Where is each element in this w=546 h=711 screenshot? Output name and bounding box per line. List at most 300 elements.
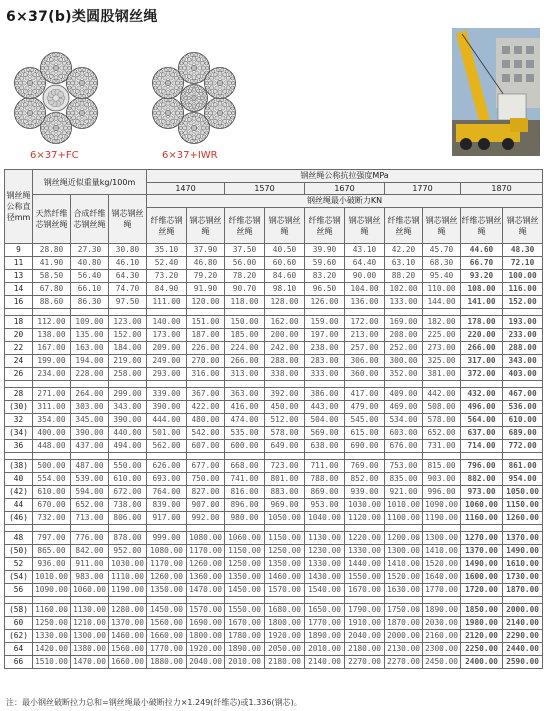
value-cell: 343.00	[503, 355, 543, 368]
value-cell: 1270.00	[461, 532, 503, 545]
value-cell: 1800.00	[187, 630, 225, 643]
diameter-cell: (46)	[5, 512, 33, 525]
value-cell: 536.00	[503, 401, 543, 414]
breaking-force-header: 钢丝绳最小破断力KN	[147, 195, 543, 208]
value-cell: 352.00	[385, 368, 423, 381]
value-cell: 1370.00	[109, 617, 147, 630]
value-cell: 535.00	[225, 427, 265, 440]
value-cell: 1910.00	[345, 617, 385, 630]
diameter-cell: 64	[5, 643, 33, 656]
value-cell: 569.00	[305, 427, 345, 440]
value-cell: 2030.00	[423, 617, 461, 630]
diameter-cell: 66	[5, 656, 33, 669]
value-cell: 797.00	[33, 532, 71, 545]
value-cell: 224.00	[225, 342, 265, 355]
value-cell: 615.00	[345, 427, 385, 440]
value-cell: 333.00	[305, 368, 345, 381]
value-cell: 1280.00	[109, 604, 147, 617]
fiber-core-breaking-header: 纤维芯钢丝绳	[385, 208, 423, 244]
value-cell: 303.00	[71, 401, 109, 414]
value-cell: 731.00	[423, 440, 461, 453]
value-cell: 1630.00	[385, 584, 423, 597]
value-cell: 600.00	[225, 440, 265, 453]
value-cell: 386.00	[305, 388, 345, 401]
value-cell: 1060.00	[71, 584, 109, 597]
value-cell: 1420.00	[33, 643, 71, 656]
table-row	[5, 486, 543, 499]
value-cell: 1640.00	[423, 571, 461, 584]
value-cell: 299.00	[109, 388, 147, 401]
value-cell: 167.00	[33, 342, 71, 355]
value-cell: 2270.00	[385, 656, 423, 669]
value-cell: 1300.00	[71, 630, 109, 643]
value-cell: 1030.00	[109, 558, 147, 571]
value-cell: 711.00	[305, 460, 345, 473]
value-cell: 1250.00	[225, 558, 265, 571]
value-cell: 64.40	[345, 257, 385, 270]
diameter-cell: 9	[5, 244, 33, 257]
value-cell: 152.00	[109, 329, 147, 342]
value-cell: 1330.00	[345, 545, 385, 558]
value-cell: 27.30	[71, 244, 109, 257]
value-cell: 95.40	[423, 270, 461, 283]
fiber-core-breaking-header: 纤维芯钢丝绳	[225, 208, 265, 244]
value-cell: 400.00	[33, 427, 71, 440]
value-cell: 2120.00	[461, 630, 503, 643]
value-cell: 228.00	[71, 368, 109, 381]
value-cell: 1350.00	[147, 584, 187, 597]
value-cell: 1770.00	[305, 617, 345, 630]
diameter-cell: 14	[5, 283, 33, 296]
diagram-caption-fc: 6×37+FC	[30, 150, 79, 161]
table-row	[5, 545, 543, 558]
steel-core-breaking-header: 钢芯钢丝绳	[503, 208, 543, 244]
value-cell: 1470.00	[187, 584, 225, 597]
value-cell: 300.00	[385, 355, 423, 368]
value-cell: 2180.00	[345, 643, 385, 656]
value-cell: 1010.00	[33, 571, 71, 584]
diameter-cell: 36	[5, 440, 33, 453]
value-cell: 220.00	[461, 329, 503, 342]
value-cell: 973.00	[461, 486, 503, 499]
value-cell: 45.70	[423, 244, 461, 257]
value-cell: 610.00	[109, 473, 147, 486]
table-row	[5, 316, 543, 329]
value-cell: 670.00	[33, 499, 71, 512]
value-cell: 437.00	[71, 440, 109, 453]
value-cell: 788.00	[305, 473, 345, 486]
value-cell: 450.00	[265, 401, 305, 414]
table-row	[5, 460, 543, 473]
value-cell: 610.00	[33, 486, 71, 499]
value-cell: 1150.00	[225, 545, 265, 558]
value-cell: 30.80	[109, 244, 147, 257]
value-cell: 534.00	[385, 414, 423, 427]
value-cell: 66.10	[71, 283, 109, 296]
steel-core-breaking-header: 钢芯钢丝绳	[187, 208, 225, 244]
value-cell: 273.00	[423, 342, 461, 355]
value-cell: 578.00	[423, 414, 461, 427]
grade-1570: 1570	[225, 183, 305, 195]
value-cell: 1100.00	[385, 512, 423, 525]
value-cell: 68.30	[423, 257, 461, 270]
value-cell: 84.90	[147, 283, 187, 296]
value-cell: 1260.00	[147, 571, 187, 584]
diameter-cell: (38)	[5, 460, 33, 473]
value-cell: 293.00	[147, 368, 187, 381]
value-cell: 1520.00	[423, 558, 461, 571]
value-cell: 1440.00	[345, 558, 385, 571]
value-cell: 816.00	[225, 486, 265, 499]
diameter-cell: (34)	[5, 427, 33, 440]
group-separator	[5, 525, 543, 532]
table-row	[5, 473, 543, 486]
table-row	[5, 257, 543, 270]
value-cell: 136.00	[345, 296, 385, 309]
grade-1870: 1870	[461, 183, 543, 195]
value-cell: 200.00	[265, 329, 305, 342]
value-cell: 110.00	[423, 283, 461, 296]
value-cell: 311.00	[33, 401, 71, 414]
value-cell: 753.00	[385, 460, 423, 473]
table-row	[5, 342, 543, 355]
value-cell: 562.00	[147, 440, 187, 453]
value-cell: 72.10	[503, 257, 543, 270]
value-cell: 1510.00	[33, 656, 71, 669]
value-cell: 283.00	[305, 355, 345, 368]
value-cell: 1110.00	[109, 571, 147, 584]
grade-1670: 1670	[305, 183, 385, 195]
value-cell: 182.00	[423, 316, 461, 329]
value-cell: 1150.00	[265, 532, 305, 545]
diameter-cell: (62)	[5, 630, 33, 643]
value-cell: 1920.00	[187, 643, 225, 656]
value-cell: 41.90	[33, 257, 71, 270]
value-cell: 187.00	[187, 329, 225, 342]
diagram-caption-iwr: 6×37+IWR	[162, 150, 218, 161]
value-cell: 67.80	[33, 283, 71, 296]
value-cell: 723.00	[265, 460, 305, 473]
value-cell: 372.00	[461, 368, 503, 381]
value-cell: 162.00	[265, 316, 305, 329]
diameter-cell: 44	[5, 499, 33, 512]
diameter-cell: 26	[5, 368, 33, 381]
diameter-cell: 60	[5, 617, 33, 630]
value-cell: 1520.00	[385, 571, 423, 584]
value-cell: 713.00	[71, 512, 109, 525]
value-cell: 1350.00	[225, 571, 265, 584]
value-cell: 313.00	[225, 368, 265, 381]
value-cell: 2160.00	[423, 630, 461, 643]
value-cell: 1260.00	[503, 512, 543, 525]
value-cell: 120.00	[187, 296, 225, 309]
diameter-cell: 32	[5, 414, 33, 427]
value-cell: 2290.00	[503, 630, 543, 643]
table-row	[5, 296, 543, 309]
value-cell: 637.00	[461, 427, 503, 440]
value-cell: 60.60	[265, 257, 305, 270]
table-row	[5, 571, 543, 584]
value-cell: 903.00	[423, 473, 461, 486]
value-cell: 444.00	[147, 414, 187, 427]
value-cell: 91.90	[187, 283, 225, 296]
value-cell: 1130.00	[305, 532, 345, 545]
diameter-cell: (54)	[5, 571, 33, 584]
value-cell: 178.00	[461, 316, 503, 329]
value-cell: 508.00	[423, 401, 461, 414]
value-cell: 98.10	[265, 283, 305, 296]
page-title: 6×37(b)类圆股钢丝绳	[6, 9, 158, 25]
value-cell: 109.00	[71, 316, 109, 329]
value-cell: 249.00	[147, 355, 187, 368]
value-cell: 271.00	[33, 388, 71, 401]
table-row	[5, 401, 543, 414]
value-cell: 197.00	[305, 329, 345, 342]
value-cell: 416.00	[225, 401, 265, 414]
value-cell: 264.00	[71, 388, 109, 401]
value-cell: 238.00	[305, 342, 345, 355]
group-separator	[5, 597, 543, 604]
value-cell: 1030.00	[345, 499, 385, 512]
value-cell: 46.10	[109, 257, 147, 270]
value-cell: 827.00	[187, 486, 225, 499]
value-cell: 266.00	[461, 342, 503, 355]
value-cell: 1780.00	[225, 630, 265, 643]
crane-photo	[452, 28, 540, 156]
diameter-cell: (50)	[5, 545, 33, 558]
value-cell: 440.00	[109, 427, 147, 440]
value-cell: 1300.00	[423, 532, 461, 545]
weight-header: 钢丝绳近似重量kg/100m	[33, 170, 147, 195]
value-cell: 159.00	[305, 316, 345, 329]
fiber-core-breaking-header: 纤维芯钢丝绳	[461, 208, 503, 244]
value-cell: 1980.00	[461, 617, 503, 630]
diameter-cell: (42)	[5, 486, 33, 499]
value-cell: 184.00	[109, 342, 147, 355]
value-cell: 714.00	[461, 440, 503, 453]
table-row	[5, 427, 543, 440]
value-cell: 2040.00	[345, 630, 385, 643]
value-cell: 815.00	[423, 460, 461, 473]
table-row	[5, 512, 543, 525]
value-cell: 208.00	[385, 329, 423, 342]
value-cell: 1060.00	[225, 532, 265, 545]
value-cell: 1870.00	[503, 584, 543, 597]
value-cell: 504.00	[305, 414, 345, 427]
value-cell: 138.00	[33, 329, 71, 342]
value-cell: 772.00	[503, 440, 543, 453]
value-cell: 1790.00	[345, 604, 385, 617]
value-cell: 226.00	[187, 342, 225, 355]
value-cell: 2440.00	[503, 643, 543, 656]
value-cell: 56.00	[225, 257, 265, 270]
diameter-cell: 52	[5, 558, 33, 571]
value-cell: 677.00	[187, 460, 225, 473]
value-cell: 79.20	[187, 270, 225, 283]
table-row	[5, 558, 543, 571]
value-cell: 1570.00	[265, 584, 305, 597]
value-cell: 339.00	[147, 388, 187, 401]
value-cell: 1080.00	[147, 545, 187, 558]
value-cell: 1600.00	[461, 571, 503, 584]
diameter-cell: 28	[5, 388, 33, 401]
value-cell: 1920.00	[265, 630, 305, 643]
value-cell: 1370.00	[461, 545, 503, 558]
value-cell: 1190.00	[109, 584, 147, 597]
value-cell: 40.50	[265, 244, 305, 257]
value-cell: 638.00	[305, 440, 345, 453]
value-cell: 865.00	[33, 545, 71, 558]
value-cell: 73.20	[147, 270, 187, 283]
fiber-core-breaking-header: 纤维芯钢丝绳	[305, 208, 345, 244]
value-cell: 225.00	[423, 329, 461, 342]
value-cell: 1560.00	[109, 643, 147, 656]
value-cell: 668.00	[225, 460, 265, 473]
value-cell: 480.00	[187, 414, 225, 427]
grade-1470: 1470	[147, 183, 225, 195]
value-cell: 494.00	[109, 440, 147, 453]
value-cell: 2140.00	[305, 656, 345, 669]
value-cell: 257.00	[345, 342, 385, 355]
value-cell: 172.00	[345, 316, 385, 329]
value-cell: 801.00	[265, 473, 305, 486]
value-cell: 2040.00	[187, 656, 225, 669]
value-cell: 152.00	[503, 296, 543, 309]
value-cell: 163.00	[71, 342, 109, 355]
value-cell: 100.00	[503, 270, 543, 283]
value-cell: 1730.00	[503, 571, 543, 584]
value-cell: 732.00	[33, 512, 71, 525]
value-cell: 1220.00	[345, 532, 385, 545]
value-cell: 288.00	[265, 355, 305, 368]
value-cell: 921.00	[385, 486, 423, 499]
value-cell: 545.00	[345, 414, 385, 427]
value-cell: 90.70	[225, 283, 265, 296]
value-cell: 242.00	[265, 342, 305, 355]
value-cell: 390.00	[71, 427, 109, 440]
weight-steel-core-header: 钢芯钢丝绳	[109, 195, 147, 244]
value-cell: 28.80	[33, 244, 71, 257]
value-cell: 690.00	[345, 440, 385, 453]
diameter-cell: 22	[5, 342, 33, 355]
value-cell: 1080.00	[187, 532, 225, 545]
value-cell: 325.00	[423, 355, 461, 368]
value-cell: 861.00	[503, 460, 543, 473]
value-cell: 564.00	[461, 414, 503, 427]
value-cell: 1130.00	[71, 604, 109, 617]
value-cell: 35.10	[147, 244, 187, 257]
value-cell: 422.00	[187, 401, 225, 414]
value-cell: 63.10	[385, 257, 423, 270]
value-cell: 2000.00	[385, 630, 423, 643]
diameter-cell: 18	[5, 316, 33, 329]
value-cell: 1090.00	[423, 499, 461, 512]
value-cell: 144.00	[423, 296, 461, 309]
value-cell: 554.00	[33, 473, 71, 486]
value-cell: 806.00	[109, 512, 147, 525]
value-cell: 46.80	[187, 257, 225, 270]
value-cell: 2300.00	[423, 643, 461, 656]
value-cell: 496.00	[461, 401, 503, 414]
value-cell: 116.00	[503, 283, 543, 296]
value-cell: 1670.00	[345, 584, 385, 597]
value-cell: 1770.00	[147, 643, 187, 656]
value-cell: 917.00	[147, 512, 187, 525]
value-cell: 693.00	[147, 473, 187, 486]
value-cell: 2050.00	[265, 643, 305, 656]
value-cell: 1230.00	[305, 545, 345, 558]
value-cell: 2010.00	[305, 643, 345, 656]
crane-icon	[452, 28, 540, 156]
value-cell: 118.00	[225, 296, 265, 309]
value-cell: 1670.00	[225, 617, 265, 630]
value-cell: 78.20	[225, 270, 265, 283]
value-cell: 209.00	[147, 342, 187, 355]
value-cell: 270.00	[187, 355, 225, 368]
value-cell: 474.00	[225, 414, 265, 427]
value-cell: 500.00	[33, 460, 71, 473]
value-cell: 999.00	[147, 532, 187, 545]
value-cell: 1450.00	[147, 604, 187, 617]
value-cell: 83.20	[305, 270, 345, 283]
value-cell: 936.00	[33, 558, 71, 571]
value-cell: 1040.00	[305, 512, 345, 525]
diameter-cell: 48	[5, 532, 33, 545]
value-cell: 1720.00	[461, 584, 503, 597]
value-cell: 512.00	[265, 414, 305, 427]
diameter-cell: (30)	[5, 401, 33, 414]
value-cell: 1890.00	[225, 643, 265, 656]
value-cell: 266.00	[225, 355, 265, 368]
value-cell: 123.00	[109, 316, 147, 329]
value-cell: 839.00	[147, 499, 187, 512]
value-cell: 467.00	[503, 388, 543, 401]
value-cell: 1550.00	[225, 604, 265, 617]
value-cell: 97.50	[109, 296, 147, 309]
value-cell: 112.00	[33, 316, 71, 329]
value-cell: 59.60	[305, 257, 345, 270]
value-cell: 1490.00	[503, 545, 543, 558]
diameter-cell: 24	[5, 355, 33, 368]
value-cell: 1190.00	[423, 512, 461, 525]
value-cell: 111.00	[147, 296, 187, 309]
table-row	[5, 604, 543, 617]
value-cell: 58.50	[33, 270, 71, 283]
group-separator	[5, 381, 543, 388]
value-cell: 141.00	[461, 296, 503, 309]
value-cell: 1650.00	[305, 604, 345, 617]
value-cell: 96.50	[305, 283, 345, 296]
value-cell: 84.60	[265, 270, 305, 283]
value-cell: 750.00	[187, 473, 225, 486]
value-cell: 1330.00	[33, 630, 71, 643]
diameter-cell: 16	[5, 296, 33, 309]
table-row	[5, 617, 543, 630]
value-cell: 1880.00	[147, 656, 187, 669]
value-cell: 1160.00	[33, 604, 71, 617]
value-cell: 338.00	[265, 368, 305, 381]
value-cell: 1540.00	[305, 584, 345, 597]
value-cell: 90.00	[345, 270, 385, 283]
value-cell: 1450.00	[225, 584, 265, 597]
table-row	[5, 532, 543, 545]
value-cell: 316.00	[187, 368, 225, 381]
value-cell: 1660.00	[109, 656, 147, 669]
table-row	[5, 329, 543, 342]
table-row	[5, 270, 543, 283]
value-cell: 1410.00	[423, 545, 461, 558]
value-cell: 199.00	[33, 355, 71, 368]
